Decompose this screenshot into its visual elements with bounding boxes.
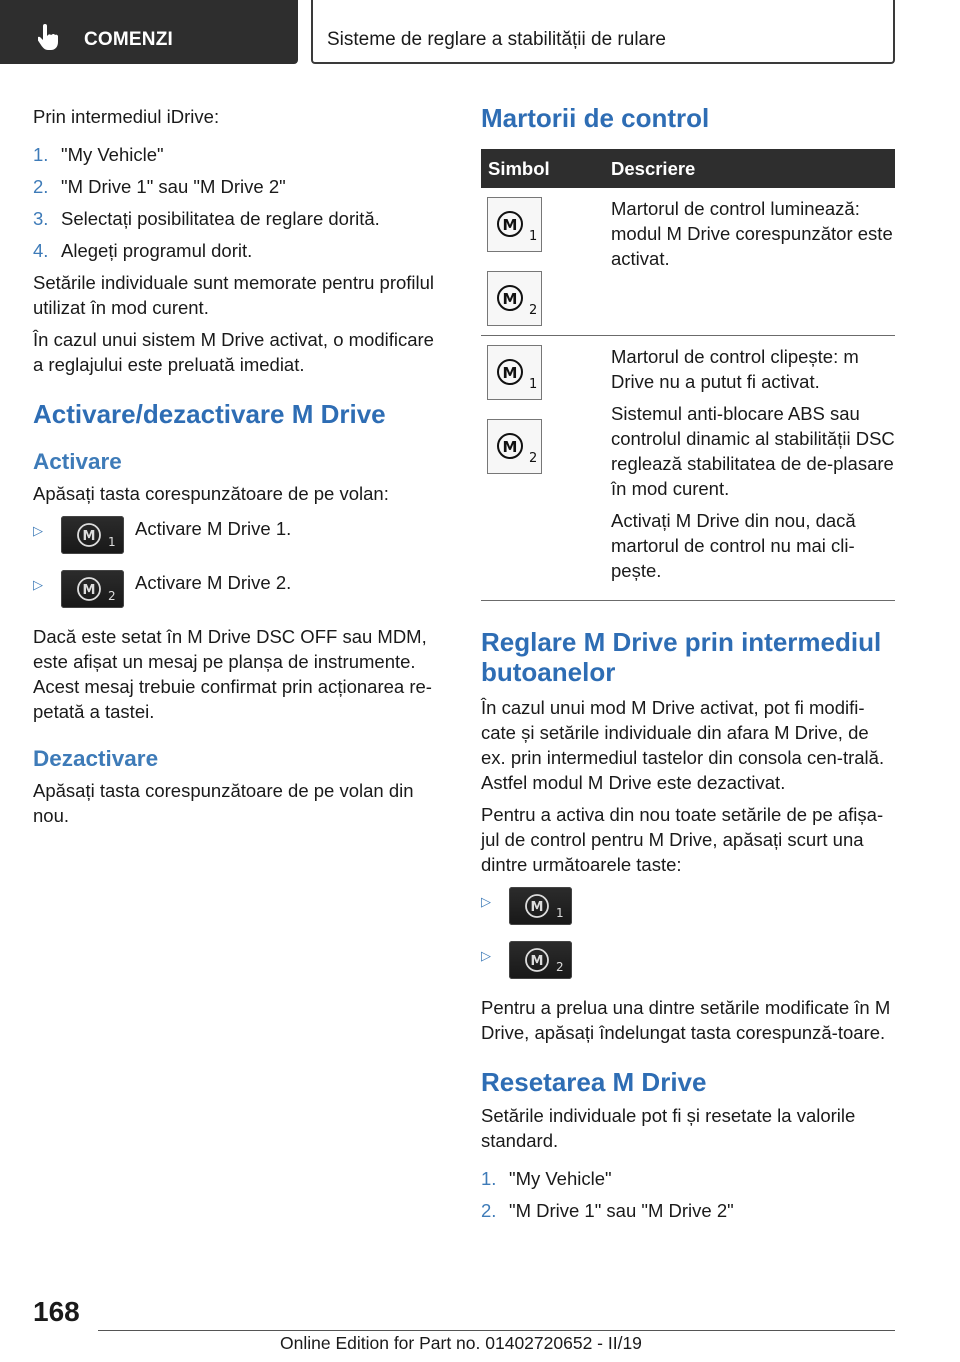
svg-text:M: M — [502, 215, 517, 234]
svg-text:M: M — [530, 954, 543, 969]
press-key-text: Apăsați tasta corespunzătoare de pe volan: — [33, 483, 389, 504]
table-header-description: Descriere — [611, 149, 895, 188]
section-title: Sisteme de reglare a stabilității de rulare — [327, 29, 667, 50]
svg-text:1: 1 — [528, 228, 537, 242]
svg-text:1: 1 — [528, 376, 537, 390]
list-item: 2. "M Drive 1" sau "M Drive 2" — [481, 1200, 734, 1221]
m-drive-1-button-icon — [61, 516, 124, 554]
svg-text:M: M — [502, 437, 517, 456]
footer-divider — [98, 1330, 895, 1331]
triangle-bullet-icon: ▷ — [33, 577, 43, 592]
triangle-bullet-icon: ▷ — [481, 948, 491, 963]
reset-steps — [481, 1166, 895, 1223]
table-header-symbol: Simbol — [481, 149, 611, 188]
table-row — [481, 188, 895, 336]
activate-subheading: Activare — [33, 449, 122, 474]
chapter-tab-label: COMENZI — [84, 29, 174, 50]
m-drive-1-button-icon — [509, 887, 572, 925]
right-column — [481, 100, 895, 1230]
indicator-table — [481, 149, 895, 601]
indicators-heading: Martorii de control — [481, 103, 710, 133]
list-item: 2. "M Drive 1" sau "M Drive 2" — [33, 176, 286, 197]
bullet-label: Activare M Drive 2. — [135, 572, 292, 593]
svg-text:M: M — [502, 363, 517, 382]
description-text: Activați M Drive din nou, dacă martorul de control nu mai cli‐pește. — [611, 510, 856, 581]
bullet-label: Activare M Drive 1. — [135, 518, 292, 539]
reset-text: Setările individuale pot fi și resetate la valorile standard. — [481, 1105, 856, 1151]
list-item: 3. Selectați posibilitatea de reglare dorită. — [33, 208, 380, 229]
intro-text: Prin intermediul iDrive: — [33, 106, 220, 127]
bullet-m-drive-1 — [481, 887, 895, 925]
svg-text:2: 2 — [528, 302, 537, 316]
dsc-message-text: Dacă este setat în M Drive DSC OFF sau MDM, este afișat un mesaj pe planșa de instrumente. Acest mesaj trebuie confirmat prin acționarea re‐petată a tastei. — [33, 626, 432, 722]
m-drive-2-button-icon — [61, 570, 124, 608]
reset-heading: Resetarea M Drive — [481, 1067, 707, 1097]
svg-text:1: 1 — [107, 535, 116, 549]
chapter-tab[interactable] — [0, 0, 298, 64]
list-item: 1. "My Vehicle" — [33, 144, 164, 165]
svg-text:2: 2 — [555, 960, 564, 974]
description-text: Martorul de control clipește: m Drive nu a putut fi activat. — [611, 346, 859, 392]
hand-pointer-icon — [38, 24, 60, 52]
page-header — [0, 0, 960, 66]
activate-deactivate-heading: Activare/dezactivare M Drive — [33, 399, 386, 429]
saved-settings-text: Setările individuale sunt memorate pentru profilul utilizat în mod curent. — [33, 272, 435, 318]
section-title-tab — [311, 0, 895, 64]
svg-text:M: M — [82, 529, 95, 544]
buttons-text: În cazul unui mod M Drive activat, pot fi modifi‐cate și setările individuale din afara M Drive, de ex. prin intermediul tastelor din consola cen‐trală. Astfel modul M Drive este dezactivat. — [481, 697, 885, 793]
deactivate-subheading: Dezactivare — [33, 746, 159, 771]
triangle-bullet-icon: ▷ — [481, 894, 491, 909]
svg-text:M: M — [82, 583, 95, 598]
reactivate-text: Pentru a activa din nou toate setările de pe afișa‐jul de control pentru M Drive, apăsați scurt una dintre următoarele taste: — [481, 804, 884, 875]
edition-text: Online Edition for Part no. 01402720652 - II/19 — [280, 1333, 642, 1353]
active-system-text: În cazul unui sistem M Drive activat, o modificare a reglajului este preluată imediat. — [33, 329, 434, 375]
m-drive-2-indicator-icon — [487, 271, 542, 326]
bullet-m-drive-2 — [481, 941, 895, 979]
press-again-text: Apăsați tasta corespunzătoare de pe volan din nou. — [33, 780, 414, 826]
table-row — [481, 336, 895, 601]
m-drive-1-indicator-icon — [487, 345, 542, 400]
adopt-settings-text: Pentru a prelua una dintre setările modificate în M Drive, apăsați îndelungat tasta corespunză‐toare. — [481, 997, 891, 1043]
svg-text:2: 2 — [107, 589, 116, 603]
triangle-bullet-icon: ▷ — [33, 523, 43, 538]
left-column — [33, 100, 447, 835]
m-drive-2-button-icon — [509, 941, 572, 979]
page-number: 168 — [33, 1296, 80, 1327]
bullet-m-drive-2 — [33, 570, 447, 608]
idrive-steps — [33, 142, 447, 263]
bullet-m-drive-1 — [33, 516, 447, 554]
description-text: Sistemul anti-blocare ABS sau controlul dinamic al stabilității DSC reglează stabilitatea de de‐plasare în mod curent. — [611, 403, 895, 499]
svg-text:2: 2 — [528, 450, 537, 464]
svg-text:M: M — [530, 900, 543, 915]
m-drive-2-indicator-icon — [487, 419, 542, 474]
m-drive-1-indicator-icon — [487, 197, 542, 252]
list-item: 1. "My Vehicle" — [481, 1168, 612, 1189]
description-text: Martorul de control luminează: modul M Drive corespunzător este activat. — [611, 198, 893, 269]
list-item: 4. Alegeți programul dorit. — [33, 240, 253, 261]
svg-text:M: M — [502, 289, 517, 308]
svg-text:1: 1 — [555, 906, 564, 920]
buttons-heading: Reglare M Drive prin intermediul butoanelor — [481, 627, 882, 687]
